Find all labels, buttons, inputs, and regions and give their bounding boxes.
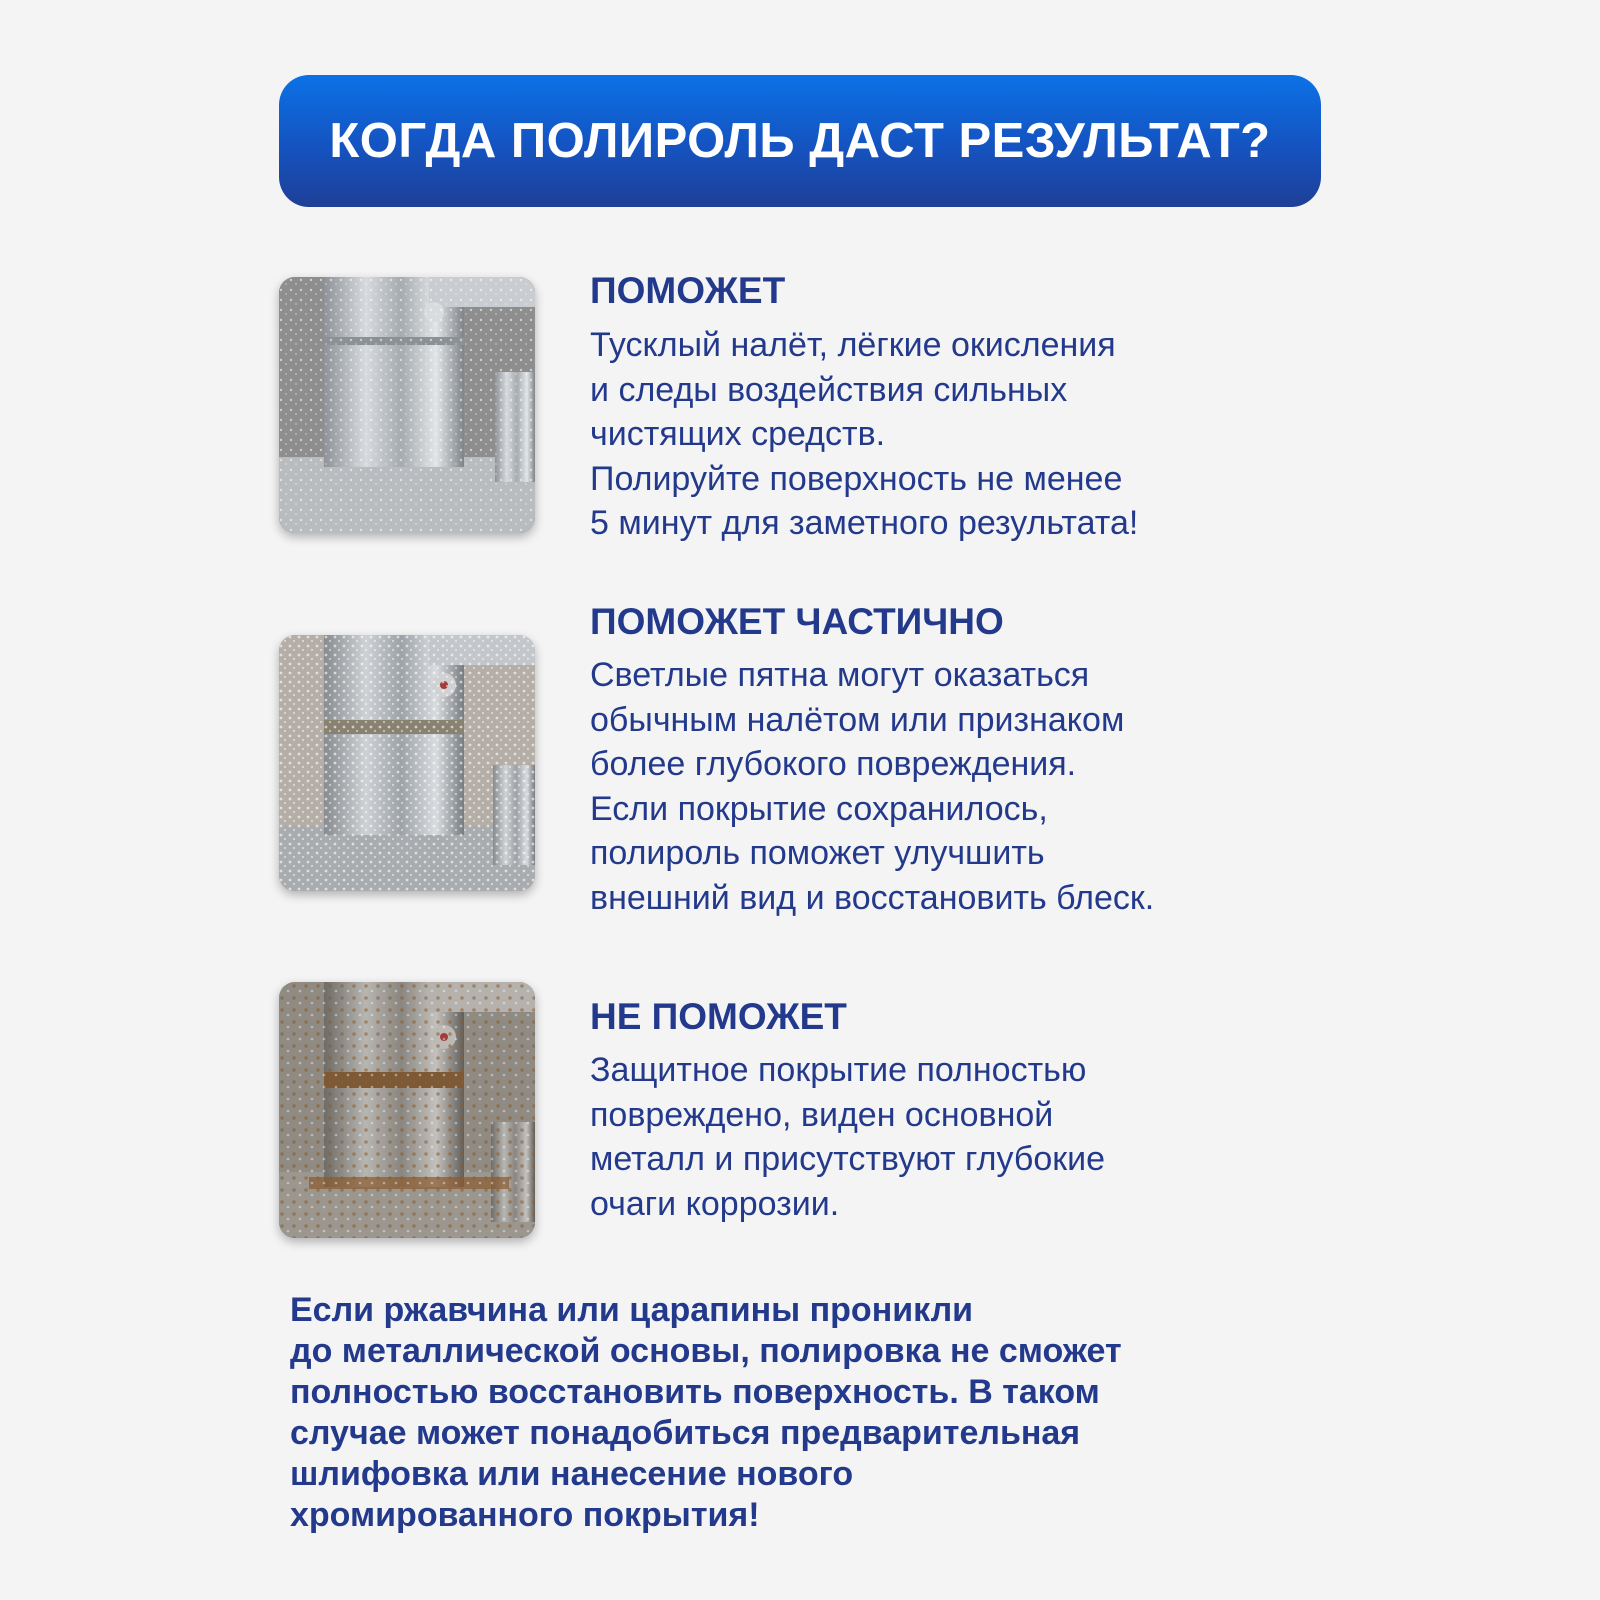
section-text-helps: Тусклый налёт, лёгкие окисления и следы воздействия сильных чистящих средств. Полируйте поверхность не менее 5 минут для заметного результата! [590, 326, 1139, 542]
section-heading-does-not-help: НЕ ПОМОЖЕТ [590, 996, 847, 1037]
faucet-corroded-photo [279, 982, 535, 1238]
page-title: КОГДА ПОЛИРОЛЬ ДАСТ РЕЗУЛЬТАТ? [329, 114, 1271, 168]
faucet-light-stains-photo [279, 277, 535, 533]
title-banner [279, 75, 1321, 207]
faucet-moderate-stains-photo [279, 635, 535, 891]
section-heading-helps: ПОМОЖЕТ [590, 270, 786, 311]
bottom-note: Если ржавчина или царапины проникли до металлической основы, полировка не сможет полностью восстановить поверхность. В таком случае может понадобиться предварительная шлифовка или нанесение нового хромированного покрытия! [290, 1291, 1122, 1534]
section-text-does-not-help: Защитное покрытие полностью повреждено, виден основной металл и присутствуют глубокие очаги коррозии. [590, 1051, 1106, 1223]
section-text-partly-helps: Светлые пятна могут оказаться обычным налётом или признаком более глубокого повреждения. Если покрытие сохранилось, полироль поможет улучшить внешний вид и восстановить блеск. [590, 656, 1155, 917]
section-heading-partly-helps: ПОМОЖЕТ ЧАСТИЧНО [590, 601, 1004, 642]
